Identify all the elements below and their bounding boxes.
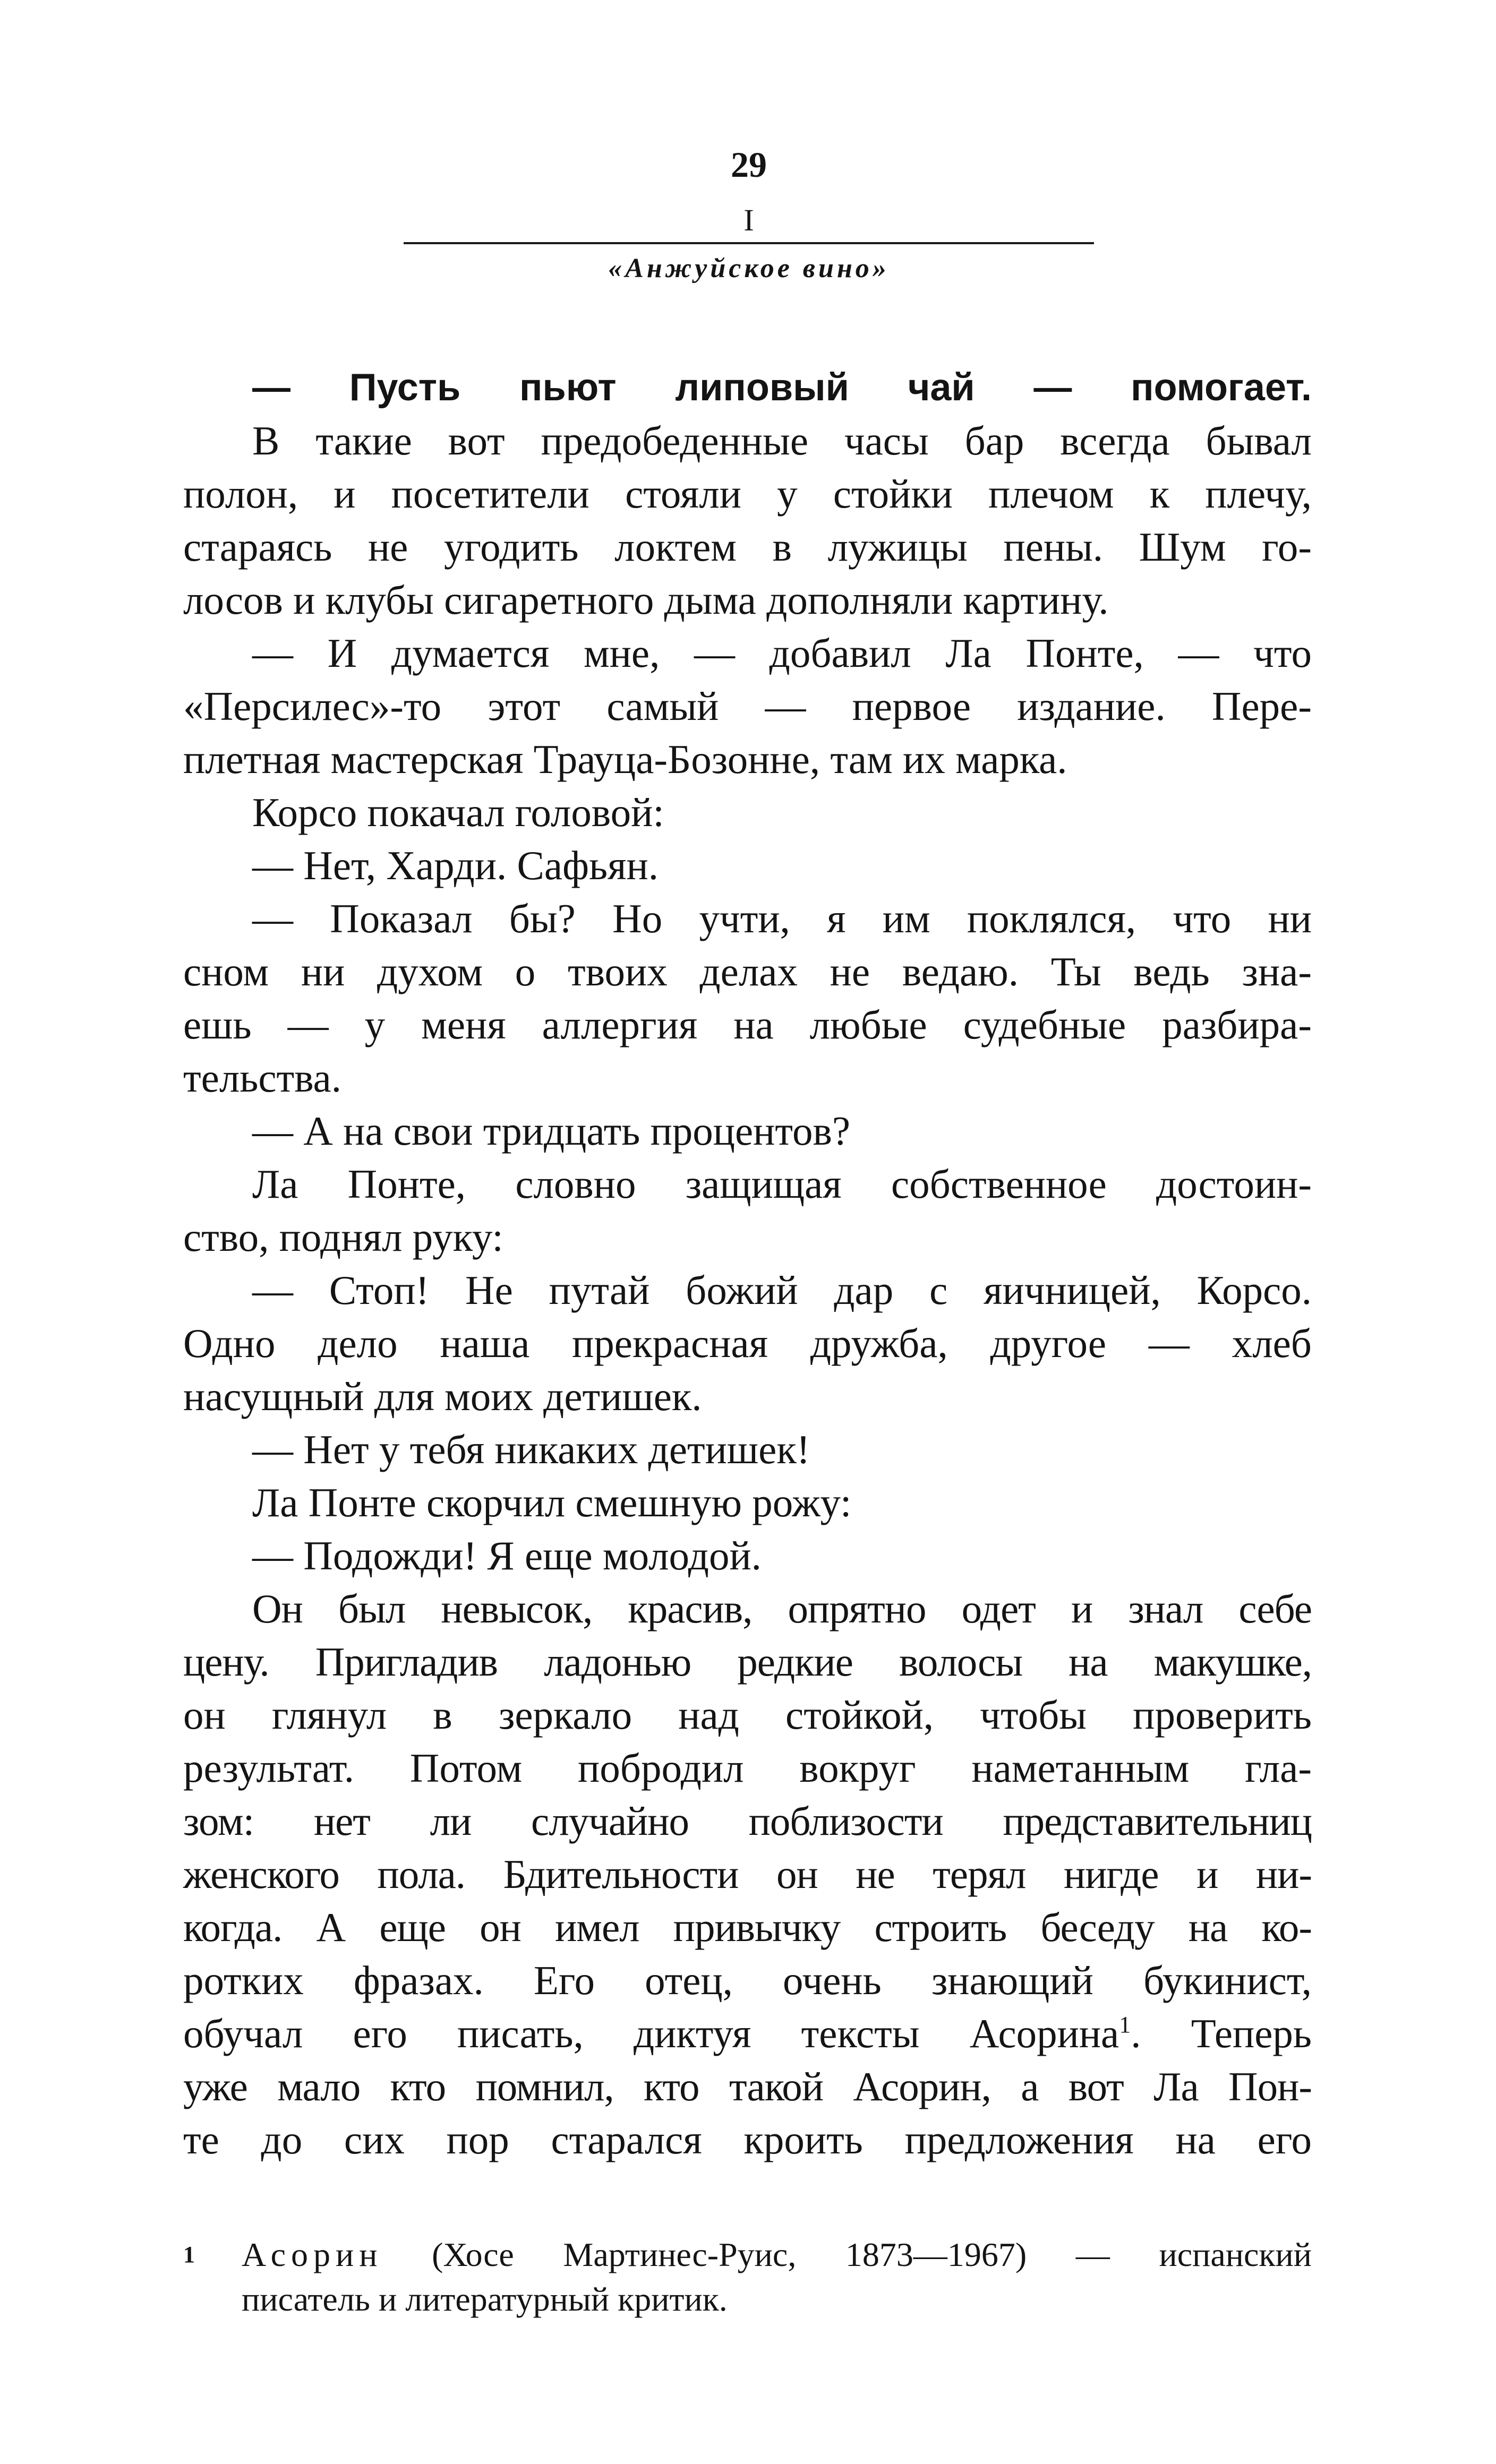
footnote-text: (Хосе Мартинес-Руис, 1873—1967) — испанский bbox=[432, 2236, 1312, 2273]
text-line: Корсо покачал головой: bbox=[252, 789, 664, 835]
text-line: лосов и клубы сигаретного дыма дополняли картину. bbox=[183, 577, 1109, 623]
text-line: В такие вот предобеденные часы бар всегда бывал bbox=[252, 418, 1312, 463]
footnote-line bbox=[183, 2233, 1312, 2277]
text-line: «Персилес»-то этот самый — первое издание. Пере- bbox=[183, 683, 1312, 729]
text-line: результат. Потом побродил вокруг наметанным гла- bbox=[183, 1745, 1312, 1791]
text-line: — Стоп! Не путай божий дар с яичницей, Корсо. bbox=[252, 1267, 1312, 1313]
text-segment: обучал его писать, диктуя тексты Асорина bbox=[183, 2011, 1119, 2056]
footnote bbox=[183, 2233, 1312, 2322]
text-line: цену. Пригладив ладонью редкие волосы на макушке, bbox=[183, 1639, 1312, 1685]
text-line: зом: нет ли случайно поблизости представительниц bbox=[183, 1798, 1312, 1844]
text-line: он глянул в зеркало над стойкой, чтобы проверить bbox=[183, 1692, 1312, 1738]
text-line: женского пола. Бдительности он не терял нигде и ни- bbox=[183, 1851, 1312, 1897]
text-line: те до сих пор старался кроить предложения на его bbox=[183, 2117, 1312, 2162]
text-line-with-footnote: обучал его писать, диктуя тексты Асорина$^1$. Теперь bbox=[183, 2011, 1312, 2056]
text-line: — Пусть пьют липовый чай — помогает. bbox=[252, 366, 1312, 409]
running-header bbox=[404, 143, 1094, 286]
page-number: 29 bbox=[731, 144, 767, 185]
text-line: ство, поднял руку: bbox=[183, 1214, 503, 1260]
text-line: — Подожди! Я еще молодой. bbox=[252, 1533, 762, 1578]
text-line: ешь — у меня аллергия на любые судебные разбира- bbox=[183, 1002, 1312, 1048]
footnote-name: Асорин bbox=[242, 2236, 383, 2273]
text-line: тельства. bbox=[183, 1055, 341, 1101]
text-line: Ла Понте скорчил смешную рожу: bbox=[252, 1480, 852, 1525]
text-line: Одно дело наша прекрасная дружба, другое — хлеб bbox=[183, 1320, 1312, 1366]
text-line: Ла Понте, словно защищая собственное достоин- bbox=[252, 1161, 1312, 1207]
text-line: Он был невысок, красив, опрятно одет и знал себе bbox=[252, 1586, 1312, 1632]
text-line: плетная мастерская Трауца-Бозонне, там их марка. bbox=[183, 736, 1067, 782]
text-line: — А на свои тридцать процентов? bbox=[252, 1108, 851, 1154]
text-line: насущный для моих детишек. bbox=[183, 1373, 702, 1419]
text-line: ротких фразах. Его отец, очень знающий букинист, bbox=[183, 1958, 1312, 2003]
footnote-line: писатель и литературный критик. bbox=[242, 2280, 728, 2318]
part-number: I bbox=[743, 203, 754, 237]
footnote-reference[interactable]: 1 bbox=[1119, 2012, 1131, 2038]
text-line: — Нет у тебя никаких детишек! bbox=[252, 1427, 810, 1472]
text-line: — Показал бы? Но учти, я им поклялся, что ни bbox=[252, 896, 1312, 941]
text-line: полон, и посетители стояли у стойки плечом к плечу, bbox=[183, 471, 1312, 517]
chapter-title: «Анжуйское вино» bbox=[608, 253, 890, 284]
footnote-marker: 1 bbox=[183, 2242, 195, 2268]
body-text bbox=[183, 361, 1312, 2166]
text-line: — Нет, Харди. Сафьян. bbox=[252, 843, 659, 888]
header-divider bbox=[404, 242, 1094, 244]
text-line: стараясь не угодить локтем в лужицы пены. Шум го- bbox=[183, 524, 1312, 570]
text-line: сном ни духом о твоих делах не ведаю. Ты ведь зна- bbox=[183, 949, 1312, 994]
text-segment: Теперь bbox=[1191, 2011, 1312, 2056]
text-line: уже мало кто помнил, кто такой Асорин, а вот Ла Пон- bbox=[183, 2064, 1312, 2109]
text-line: когда. А еще он имел привычку строить беседу на ко- bbox=[183, 1904, 1312, 1950]
text-line: — И думается мне, — добавил Ла Понте, — что bbox=[252, 630, 1312, 676]
